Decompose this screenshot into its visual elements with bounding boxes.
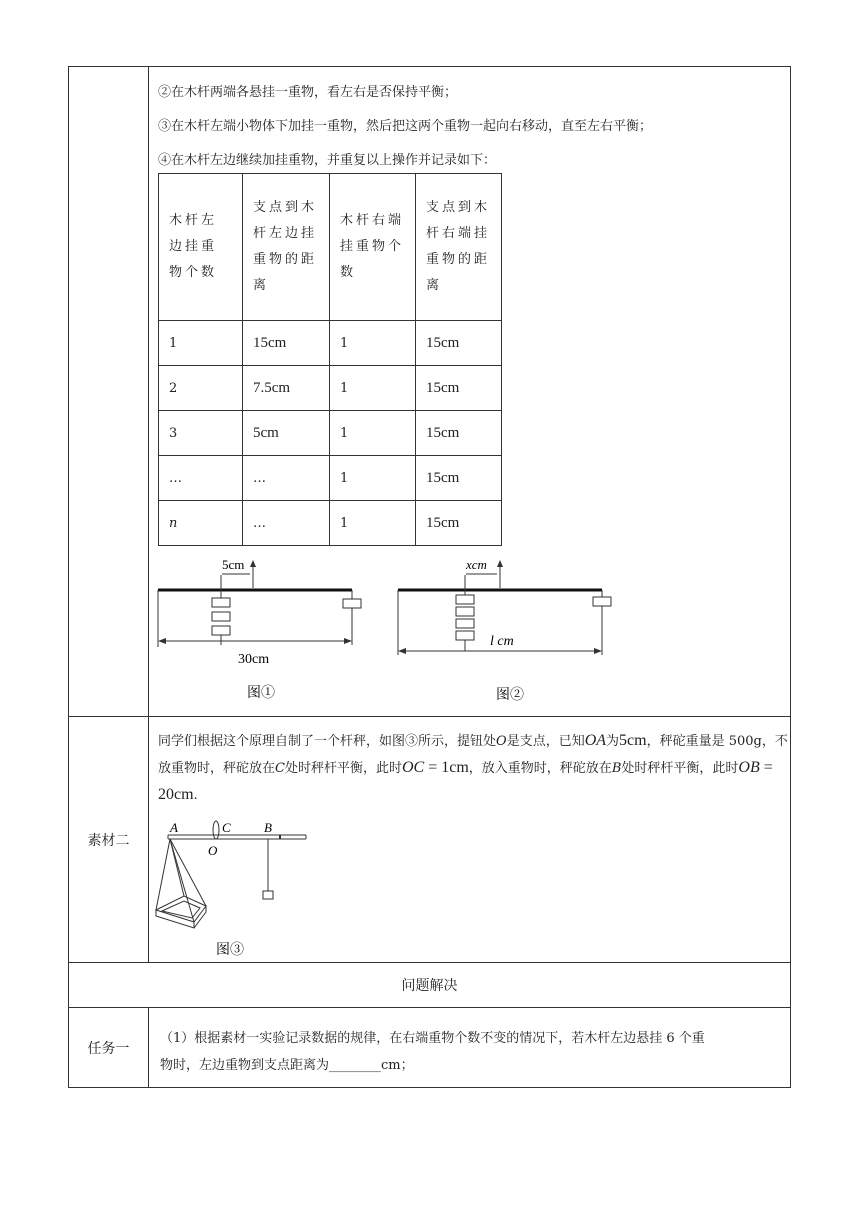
table-row bbox=[159, 456, 502, 501]
cell: 1 bbox=[330, 456, 416, 501]
material1-label-cell bbox=[69, 67, 149, 717]
cell: n bbox=[159, 501, 243, 546]
text-segment: 处时秤杆平衡，此时 bbox=[284, 761, 402, 776]
fig3-caption: 图③ bbox=[216, 943, 244, 958]
cell: 15cm bbox=[416, 321, 502, 366]
text-segment: ，放入重物时，秤砣放在 bbox=[468, 761, 612, 776]
table-row bbox=[159, 501, 502, 546]
fig1-bottom-label: 30cm bbox=[238, 652, 270, 667]
point-O: O bbox=[208, 843, 218, 858]
step4-text: ④在木杆左边继续加挂重物，并重复以上操作并记录如下： bbox=[158, 153, 497, 168]
section-title: 问题解决 bbox=[69, 963, 791, 1008]
table-row bbox=[159, 366, 502, 411]
cell: 2 bbox=[159, 366, 243, 411]
point-C-label: C bbox=[275, 761, 285, 776]
cell: 1 bbox=[330, 321, 416, 366]
cell: 1 bbox=[330, 366, 416, 411]
step2-text: ②在木杆两端各悬挂一重物，看左右是否保持平衡； bbox=[158, 85, 458, 100]
task1-line2: 物时，左边重物到支点距离为________cm； bbox=[160, 1058, 414, 1073]
cell: 1 bbox=[330, 411, 416, 456]
fig1-caption: 图① bbox=[247, 686, 275, 701]
table-row bbox=[159, 321, 502, 366]
header-left-distance: 支点到木杆左边挂重物的距离 bbox=[243, 174, 330, 321]
fig1-top-label: 5cm bbox=[222, 557, 245, 572]
cell: 15cm bbox=[416, 366, 502, 411]
experiment-table bbox=[158, 173, 502, 546]
cell: 15cm bbox=[416, 411, 502, 456]
step3-text: ③在木杆左端小物体下加挂一重物，然后把这两个重物一起向右移动，直至左右平衡； bbox=[158, 119, 653, 134]
header-right-distance: 支点到木杆右端挂重物的距离 bbox=[416, 174, 502, 321]
OC-value: = 1cm bbox=[424, 759, 469, 776]
cell: … bbox=[159, 456, 243, 501]
material2-paragraph bbox=[158, 728, 788, 809]
text-segment: . bbox=[193, 788, 198, 803]
header-left-count: 木杆左边挂重物个数 bbox=[159, 174, 243, 321]
cell: … bbox=[243, 501, 330, 546]
cell: 3 bbox=[159, 411, 243, 456]
text-segment: ，秤砣重量是 500g，不放重物时，秤砣放在 bbox=[158, 734, 788, 776]
figure-1 bbox=[150, 555, 370, 710]
cell: 15cm bbox=[416, 456, 502, 501]
OB-value: = 20cm bbox=[158, 759, 773, 803]
cell: 15cm bbox=[416, 501, 502, 546]
material2-label: 素材二 bbox=[69, 717, 149, 963]
segment-OB: OB bbox=[738, 759, 760, 776]
fig2-top-label: xcm bbox=[466, 557, 487, 572]
fig2-caption: 图② bbox=[496, 688, 524, 703]
cell: … bbox=[243, 456, 330, 501]
segment-OA: OA bbox=[584, 732, 607, 749]
table-row bbox=[159, 411, 502, 456]
point-A: A bbox=[170, 820, 178, 835]
text-segment: 同学们根据这个原理自制了一个杆秤，如图③所示，提钮处 bbox=[158, 734, 497, 749]
cell: 7.5cm bbox=[243, 366, 330, 411]
segment-OC: OC bbox=[401, 759, 425, 776]
cell: 1 bbox=[330, 501, 416, 546]
header-right-count: 木杆右端挂重物个数 bbox=[330, 174, 416, 321]
cell: 5cm bbox=[243, 411, 330, 456]
fig2-bottom-label: l cm bbox=[490, 634, 514, 649]
point-C: C bbox=[222, 820, 231, 835]
text-segment: 是支点，已知 bbox=[506, 734, 585, 749]
task1-line1: （1）根据素材一实验记录数据的规律，在右端重物个数不变的情况下，若木杆左边悬挂 6 个重 bbox=[160, 1031, 705, 1046]
text-segment: 为 bbox=[606, 734, 620, 749]
cell: 15cm bbox=[243, 321, 330, 366]
cell: 1 bbox=[159, 321, 243, 366]
figure-2 bbox=[390, 555, 620, 710]
figure-3 bbox=[150, 818, 320, 963]
text-segment: 处时秤杆平衡，此时 bbox=[621, 761, 739, 776]
point-O-label: O bbox=[496, 734, 507, 749]
task1-label: 任务一 bbox=[69, 1008, 149, 1088]
point-B: B bbox=[264, 820, 272, 835]
point-B-label: B bbox=[611, 761, 622, 776]
OA-value: 5cm bbox=[619, 732, 647, 749]
table-header-row bbox=[159, 174, 502, 321]
